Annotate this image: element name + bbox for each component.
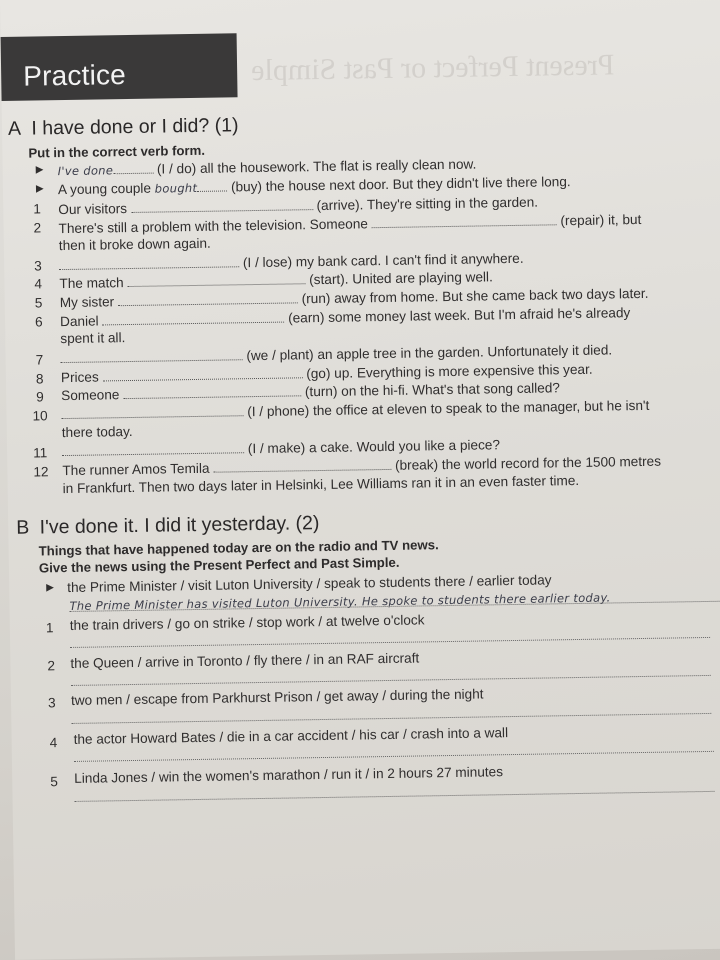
section-a-letter: A — [7, 117, 22, 140]
item-number: 2 — [47, 658, 56, 674]
item-number: 5 — [34, 295, 43, 311]
item-number: 6 — [34, 314, 43, 330]
exercise-a-item-3: (I / lose) my bank card. I can't find it anywhere. — [59, 250, 524, 273]
section-a-title: I have done or I did? (1) — [31, 114, 239, 140]
answer-blank[interactable] — [213, 457, 391, 473]
item-number: 10 — [32, 408, 48, 424]
exercise-a-item-5: My sister (run) away from home. But she came back two days later. — [59, 285, 649, 311]
answer-blank[interactable] — [102, 310, 284, 326]
exercise-a-item-6-cont: spent it all. — [60, 330, 126, 347]
answer-blank[interactable] — [62, 440, 244, 456]
section-b-title: I've done it. I did it yesterday. (2) — [39, 512, 320, 539]
exercise-b-item-2-prompt: the Queen / arrive in Toronto / fly there / in an RAF aircraft — [70, 650, 420, 671]
example-2-text: (buy) the house next door. But they didn't live there long. — [230, 174, 571, 195]
example-arrow-icon: ▶ — [35, 164, 44, 176]
item-number: 12 — [33, 464, 49, 480]
exercise-a-item-8: Prices (go) up. Everything is more expensive this year. — [60, 361, 593, 386]
exercise-a-item-12: The runner Amos Temila (break) the world record for the 1500 metres — [62, 453, 662, 479]
item-number: 2 — [33, 220, 42, 236]
exercise-a-item-1: Our visitors (arrive). They're sitting in the garden. — [58, 194, 539, 218]
answer-blank[interactable] — [372, 212, 557, 228]
answer-line[interactable] — [71, 713, 711, 724]
section-b-instruction-2: Give the news using the Present Perfect and Past Simple. — [38, 554, 400, 576]
example-1-answer: I've done — [57, 163, 114, 179]
exercise-a-item-4: The match (start). United are playing well. — [59, 269, 493, 292]
item-number: 5 — [50, 774, 58, 790]
exercise-a-item-2: There's still a problem with the television. Someone (repair) it, but — [58, 211, 642, 237]
section-b-example-answer: The Prime Minister has visited Luton University. He spoke to students there earlier today. — [69, 590, 611, 613]
exercise-a-item-9: Someone (turn) on the hi-fi. What's that song called? — [61, 380, 561, 404]
section-b-heading — [16, 512, 319, 540]
answer-line[interactable] — [75, 791, 715, 802]
exercise-b-item-5-prompt: Linda Jones / win the women's marathon / run it / in 2 hours 27 minutes — [74, 764, 504, 786]
example-1-text: (I / do) all the housework. The flat is really clean now. — [156, 156, 477, 177]
answer-blank[interactable] — [118, 290, 298, 306]
section-a-instruction: Put in the correct verb form. — [28, 142, 206, 161]
answer-line[interactable] — [71, 675, 711, 686]
answer-blank[interactable] — [61, 347, 243, 363]
page-title: Practice — [22, 59, 127, 92]
example-arrow-icon: ▶ — [35, 183, 44, 195]
item-number: 4 — [34, 276, 43, 292]
section-b-instruction-1: Things that have happened today are on the radio and TV news. — [38, 537, 439, 559]
item-number: 11 — [33, 445, 48, 461]
answer-line[interactable] — [70, 637, 710, 648]
item-number: 4 — [49, 735, 58, 751]
section-b-example-prompt: the Prime Minister / visit Luton University / speak to students there / earlier today — [67, 572, 552, 596]
exercise-b-item-4-prompt: the actor Howard Bates / die in a car accident / his car / crash into a wall — [73, 725, 509, 747]
item-number: 9 — [36, 389, 44, 405]
item-number: 7 — [35, 352, 44, 368]
exercise-a-item-7: (we / plant) an apple tree in the garden. Unfortunately it died. — [61, 341, 613, 366]
answer-blank[interactable] — [123, 383, 301, 399]
exercise-a-item-2-cont: then it broke down again. — [58, 235, 211, 254]
answer-line[interactable] — [74, 751, 714, 762]
item-number: 3 — [47, 695, 56, 711]
exercise-b-item-1-prompt: the train drivers / go on strike / stop work / at twelve o'clock — [69, 612, 425, 633]
answer-blank[interactable] — [59, 254, 239, 270]
answer-blank[interactable] — [131, 197, 313, 213]
item-number: 1 — [45, 620, 54, 636]
item-number: 8 — [35, 371, 44, 387]
item-number: 1 — [33, 201, 41, 217]
exercise-a-item-11: (I / make) a cake. Would you like a piece? — [62, 436, 500, 459]
example-2-prefix: A young couple — [57, 180, 152, 198]
exercise-a-item-10: (I / phone) the office at eleven to speak to the manager, but he isn't — [61, 397, 649, 422]
bleed-through-text: Present Perfect or Past Simple — [250, 48, 615, 88]
section-a-heading — [8, 114, 239, 141]
answer-blank[interactable] — [127, 271, 305, 287]
example-2-answer: bought — [154, 180, 198, 196]
exercise-a-item-12-cont: in Frankfurt. Then two days later in Helsinki, Lee Williams ran it in an even faster time. — [62, 472, 580, 497]
exercise-a-item-10-cont: there today. — [61, 423, 133, 441]
answer-blank[interactable] — [61, 403, 243, 419]
exercise-a-item-6: Daniel (earn) some money last week. But I'm afraid he's already — [59, 305, 631, 330]
answer-blank[interactable] — [102, 365, 302, 381]
item-number: 3 — [34, 258, 42, 274]
exercise-b-item-3-prompt: two men / escape from Parkhurst Prison / get away / during the night — [70, 686, 484, 708]
section-b-letter: B — [16, 516, 30, 539]
example-arrow-icon: ▶ — [46, 582, 55, 594]
